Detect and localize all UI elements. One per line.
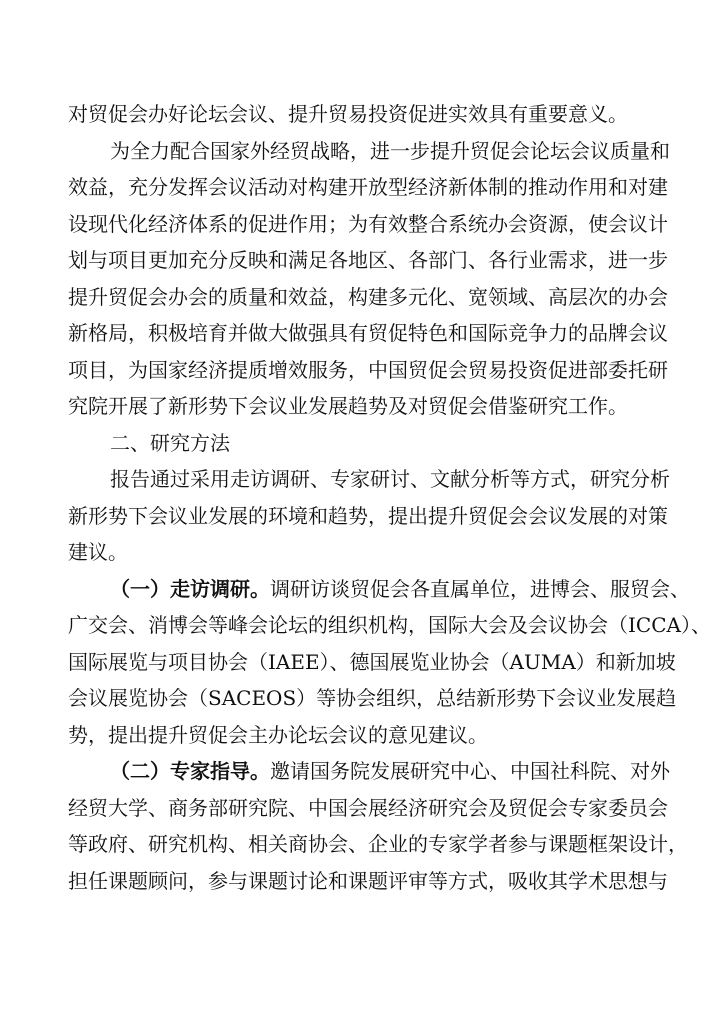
- paragraph-line: 广交会、消博会等峰会论坛的组织机构，国际大会及会议协会（ICCA）、: [68, 613, 711, 637]
- paragraph-line: 国际展览与项目协会（IAEE）、德国展览业协会（AUMA）和新加坡: [68, 649, 676, 674]
- paragraph-line: 究院开展了新形势下会议业发展趋势及对贸促会借鉴研究工作。: [68, 394, 628, 418]
- paragraph-line: 提升贸促会办会的质量和效益，构建多元化、宽领域、高层次的办会: [68, 284, 668, 309]
- intro-continuation-line: 对贸促会办好论坛会议、提升贸易投资促进实效具有重要意义。: [68, 102, 628, 126]
- paragraph-line: [68, 753, 670, 790]
- paragraph-line: 新形势下会议业发展的环境和趋势，提出提升贸促会会议发展的对策: [68, 503, 668, 528]
- subsection-text: 邀请国务院发展研究中心、中国社科院、对外: [270, 759, 670, 783]
- paragraph-line: 经贸大学、商务部研究院、中国会展经济研究会及贸促会专家委员会: [68, 795, 668, 820]
- paragraph-line: 新格局，积极培育并做大做强具有贸促特色和国际竞争力的品牌会议: [68, 321, 668, 345]
- methods-paragraph: [68, 461, 670, 571]
- paragraph-line: 等政府、研究机构、相关商协会、企业的专家学者参与课题框架设计，: [68, 832, 688, 856]
- paragraph-line: [68, 571, 690, 608]
- subsection-expert-guidance: [68, 753, 688, 899]
- paragraph-line: 担任课题顾问，参与课题讨论和课题评审等方式，吸收其学术思想与: [68, 868, 668, 893]
- section-heading-research-methods: 二、研究方法: [110, 430, 230, 455]
- paragraph-line: 势，提出提升贸促会主办论坛会议的意见建议。: [68, 722, 488, 747]
- paragraph-line: 为全力配合国家外经贸战略，进一步提升贸促会论坛会议质量和: [110, 138, 670, 163]
- paragraph-line: 项目，为国家经济提质增效服务，中国贸促会贸易投资促进部委托研: [68, 357, 668, 382]
- subsection-field-visits: [68, 571, 711, 754]
- subsection-title: （二）专家指导。: [110, 759, 270, 783]
- paragraph-line: 设现代化经济体系的促进作用；为有效整合系统办会资源，使会议计: [68, 211, 668, 236]
- subsection-title: （一）走访调研。: [110, 576, 270, 601]
- paragraph-line: 划与项目更加充分反映和满足各地区、各部门、各行业需求，进一步: [68, 248, 668, 272]
- subsection-text: 调研访谈贸促会各直属单位，进博会、服贸会、: [270, 576, 690, 601]
- purpose-paragraph: [68, 133, 670, 425]
- document-page: [68, 96, 711, 899]
- paragraph-line: 效益，充分发挥会议活动对构建开放型经济新体制的推动作用和对建: [68, 175, 668, 199]
- paragraph-line: 报告通过采用走访调研、专家研讨、文献分析等方式，研究分析: [110, 467, 670, 491]
- paragraph-line: 建议。: [68, 540, 128, 564]
- paragraph-line: 会议展览协会（SACEOS）等协会组织，总结新形势下会议业发展趋: [68, 686, 677, 710]
